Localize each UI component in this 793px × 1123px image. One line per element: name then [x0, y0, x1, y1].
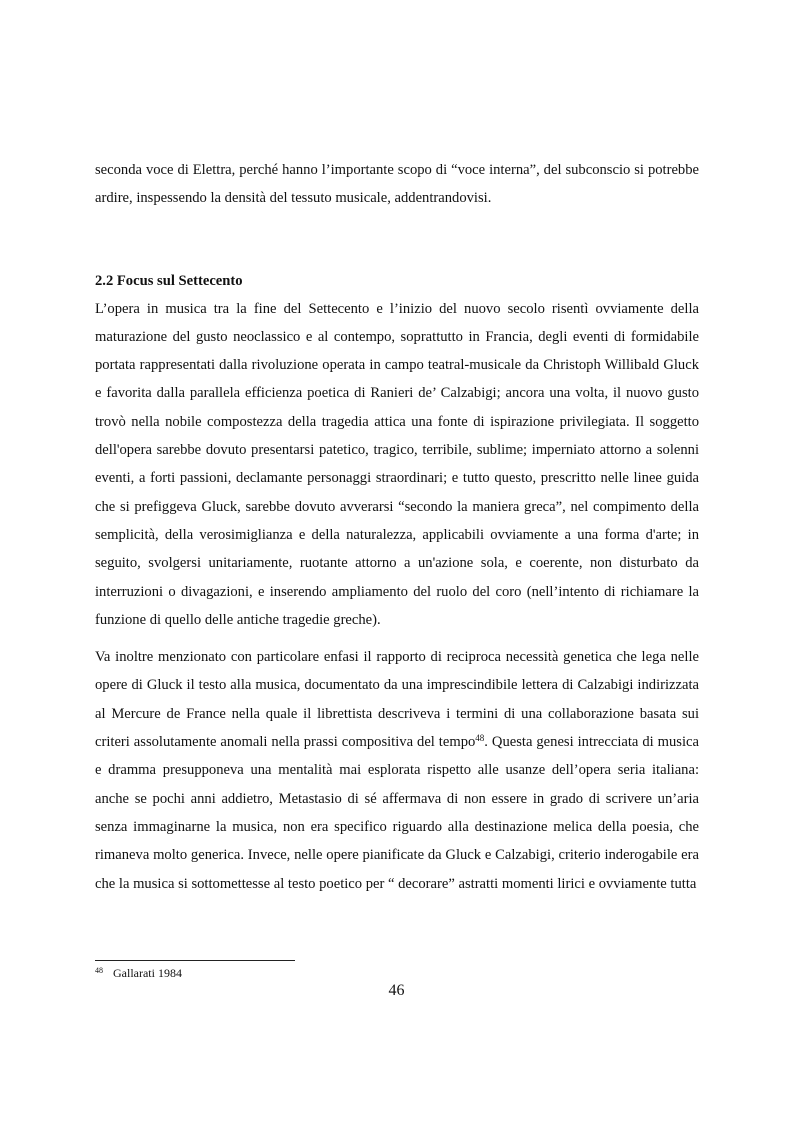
footnote-number: 48: [95, 966, 103, 975]
paragraph-2-part1: Va inoltre menzionato con particolare enfasi il rapporto di reciproca necessità genetica che lega nelle opere di Gluck il testo alla musica, documentato da una imprescindibile lettera di Calzabigi indirizzata al Mercure de France nella quale il librettista descriveva i termini di una collaborazione basata sui criteri assolutamente anomali nella prassi compositiva del tempo: [95, 649, 699, 751]
page-number: 46: [388, 982, 405, 999]
footnote-text: Gallarati 1984: [113, 966, 182, 980]
paragraph-2-part2: . Questa genesi intrecciata di musica e dramma presupponeva una mentalità mai esplorata rispetto alle usanze dell’opera seria italiana: anche se pochi anni addietro, Metastasio di sé affermava di non essere in grado di scrivere un’aria senza immaginarne la musica, non era specifico riguardo alla destinazione melica della poesia, che rimaneva molto generica. Invece, nelle opere pianificate da Gluck e Calzabigi, criterio inderogabile era che la musica si sottomettesse al testo poetico per “ decorare” astratti momenti lirici e ovviamente tutta: [95, 734, 699, 892]
paragraph-1: L’opera in musica tra la fine del Settecento e l’inizio del nuovo secolo risentì ovviamente della maturazione del gusto neoclassico e al contempo, soprattutto in Francia, degli eventi di formidabile portata rappresentati dalla rivoluzione operata in campo teatral-musicale da Christoph Willibald Gluck e favorita dalla parallela efficienza poetica di Ranieri de’ Calzabigi; ancora una volta, il nuovo gusto trovò nella nobile compostezza della tragedia attica una fonte di ispirazione privilegiata. Il soggetto dell'opera sarebbe dovuto presentarsi patetico, tragico, terribile, sublime; imperniato attorno a solenni eventi, a forti passioni, declamante personaggi straordinari; e tutto questo, prescritto nelle linee guida che si prefiggeva Gluck, sarebbe dovuto avverarsi “secondo la maniera greca”, nel compimento della semplicità, della verosimiglianza e della naturalezza, applicabili ovviamente a una forma d'arte; in seguito, svolgersi unitariamente, ruotante attorno a un'azione sola, e coerente, non disturbato da interruzioni o divagazioni, e inserendo ampliamento del ruolo del coro (nell’intento di richiamare la funzione di quello delle antiche tragedie greche).: [95, 300, 699, 628]
footnote: [95, 963, 182, 981]
paragraph-2: [95, 643, 699, 898]
footnote-reference: 48: [475, 733, 485, 744]
paragraph-top: seconda voce di Elettra, perché hanno l’importante scopo di “voce interna”, del subconscio si potrebbe ardire, inspessendo la densità del tessuto musicale, addentrandovisi.: [95, 162, 699, 207]
footnote-separator: [95, 960, 295, 961]
body-text: [95, 156, 699, 898]
section-heading: 2.2 Focus sul Settecento: [95, 272, 243, 289]
